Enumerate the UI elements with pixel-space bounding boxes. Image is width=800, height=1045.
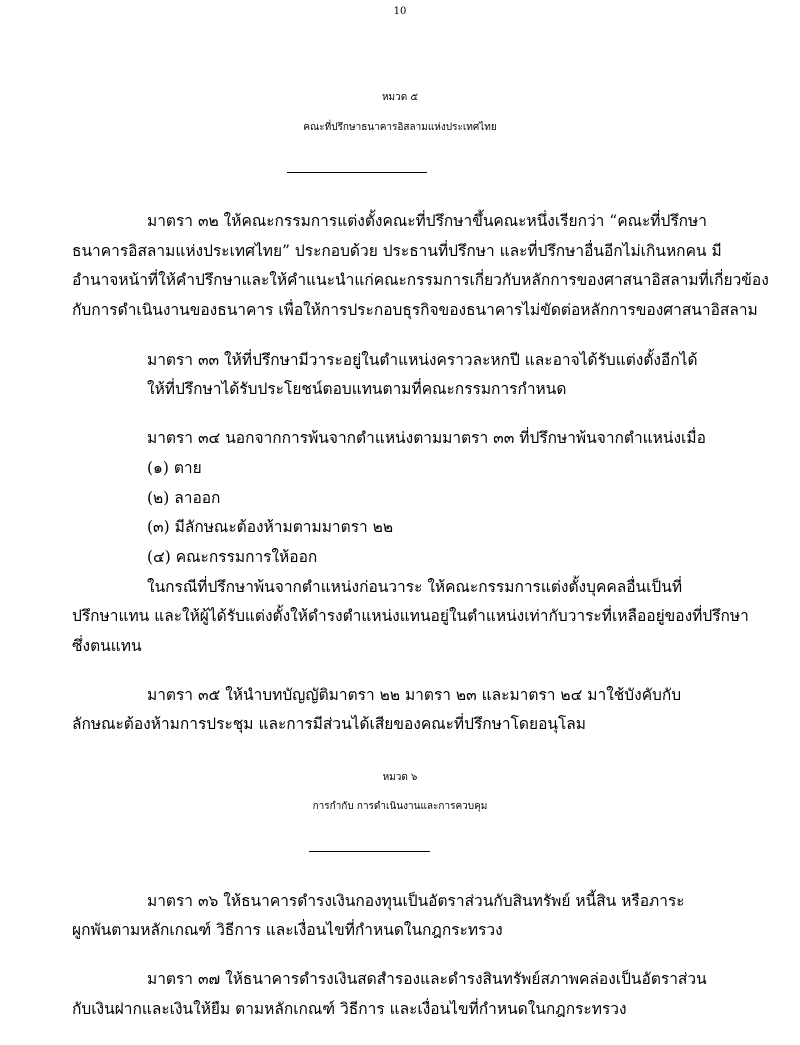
page-number: 10 xyxy=(393,6,407,17)
chapter-6-heading: หมวด ๖ xyxy=(382,772,418,783)
section-36-line-2: ผูกพันตามหลักเกณฑ์ วิธีการ และเงื่อนไขที่กำหนดในกฎกระทรวง xyxy=(72,921,503,939)
section-35-line-2: ลักษณะต้องห้ามการประชุม และการมีส่วนได้เสียของคณะที่ปรึกษาโดยอนุโลม xyxy=(72,715,587,733)
section-35-line-1: มาตรา ๓๕ ให้นำบทบัญญัติมาตรา ๒๒ มาตรา ๒๓ และมาตรา ๒๔ มาใช้บังคับกับ xyxy=(147,686,682,704)
section-34-item-4: (๔) คณะกรรมการให้ออก xyxy=(147,548,318,566)
section-34-item-2: (๒) ลาออก xyxy=(147,489,221,507)
section-34-para-line-1: ในกรณีที่ปรึกษาพ้นจากตำแหน่งก่อนวาระ ให้คณะกรรมการแต่งตั้งบุคคลอื่นเป็นที่ xyxy=(147,578,683,596)
section-36-line-1: มาตรา ๓๖ ให้ธนาคารดำรงเงินกองทุนเป็นอัตราส่วนกับสินทรัพย์ หนี้สิน หรือภาระ xyxy=(147,892,685,910)
section-32-line-4: กับการดำเนินงานของธนาคาร เพื่อให้การประกอบธุรกิจของธนาคารไม่ขัดต่อหลักการของศาสนาอิสลาม xyxy=(72,301,758,319)
chapter-5-title: คณะที่ปรึกษาธนาคารอิสลามแห่งประเทศไทย xyxy=(303,122,497,133)
section-33-line-2: ให้ที่ปรึกษาได้รับประโยชน์ตอบแทนตามที่คณะกรรมการกำหนด xyxy=(147,380,567,398)
chapter-5-divider xyxy=(287,172,427,173)
chapter-6-title: การกำกับ การดำเนินงานและการควบคุม xyxy=(312,801,488,812)
section-32-line-3: อำนาจหน้าที่ให้คำปรึกษาและให้คำแนะนำแก่คณะกรรมการเกี่ยวกับหลักการของศาสนาอิสลามที่เกี่ยวข้อง xyxy=(72,271,769,289)
section-37-line-2: กับเงินฝากและเงินให้ยืม ตามหลักเกณฑ์ วิธีการ และเงื่อนไขที่กำหนดในกฎกระทรวง xyxy=(72,1000,627,1018)
section-34-item-3: (๓) มีลักษณะต้องห้ามตามมาตรา ๒๒ xyxy=(147,518,394,536)
section-34-intro: มาตรา ๓๔ นอกจากการพ้นจากตำแหน่งตามมาตรา ๓๓ ที่ปรึกษาพ้นจากตำแหน่งเมื่อ xyxy=(147,429,706,447)
section-34-item-1: (๑) ตาย xyxy=(147,459,202,477)
chapter-6-divider xyxy=(309,851,430,852)
chapter-5-heading: หมวด ๕ xyxy=(381,92,419,103)
section-32-line-1: มาตรา ๓๒ ให้คณะกรรมการแต่งตั้งคณะที่ปรึกษาขึ้นคณะหนึ่งเรียกว่า “คณะที่ปรึกษา xyxy=(147,212,707,230)
section-37-line-1: มาตรา ๓๗ ให้ธนาคารดำรงเงินสดสำรองและดำรงสินทรัพย์สภาพคล่องเป็นอัตราส่วน xyxy=(147,970,707,988)
section-32-line-2: ธนาคารอิสลามแห่งประเทศไทย” ประกอบด้วย ประธานที่ปรึกษา และที่ปรึกษาอื่นอีกไม่เกินหกคน มี xyxy=(72,242,722,260)
section-33-line-1: มาตรา ๓๓ ให้ที่ปรึกษามีวาระอยู่ในตำแหน่งคราวละหกปี และอาจได้รับแต่งตั้งอีกได้ xyxy=(147,351,698,369)
section-34-para-line-2: ปรึกษาแทน และให้ผู้ได้รับแต่งตั้งให้ดำรงตำแหน่งแทนอยู่ในตำแหน่งเท่ากับวาระที่เหลืออยู่ของที่ปรึกษา xyxy=(72,607,749,625)
section-34-para-line-3: ซึ่งตนแทน xyxy=(72,637,142,655)
